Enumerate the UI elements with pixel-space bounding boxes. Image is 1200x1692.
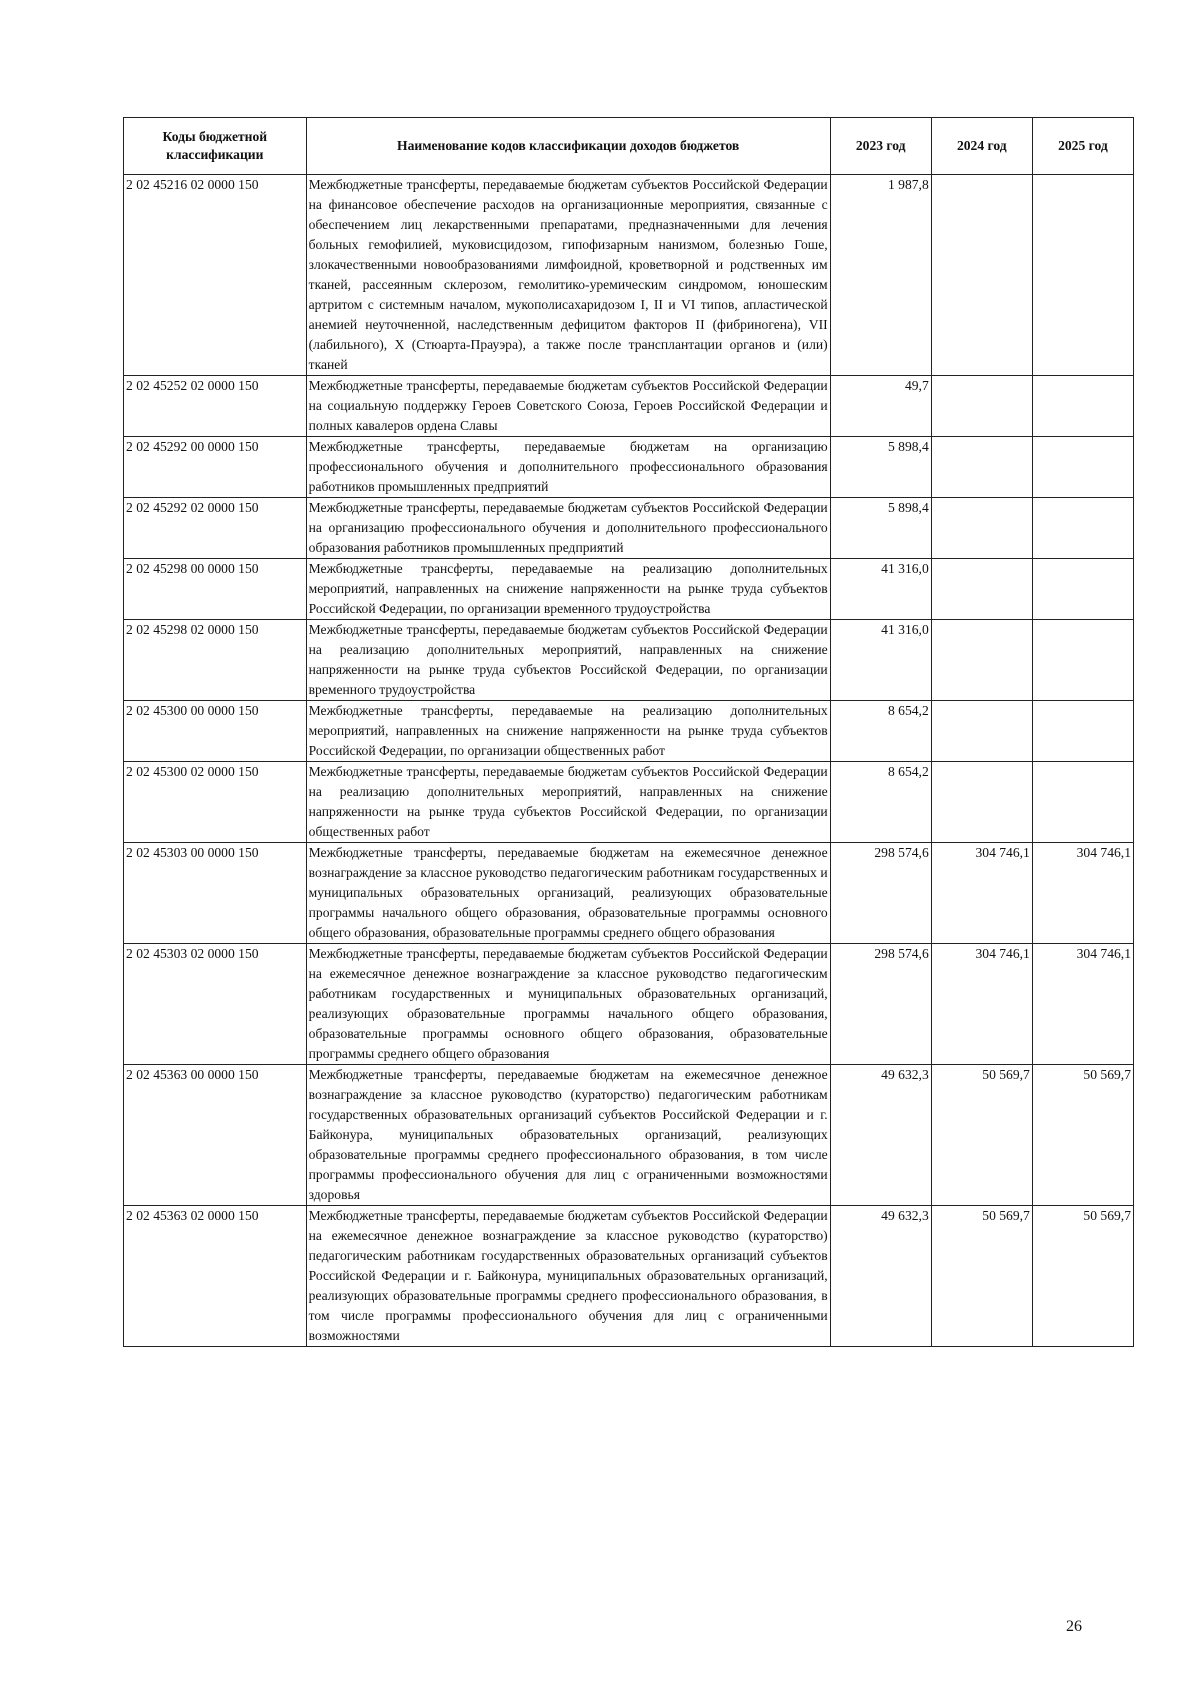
row-code: 2 02 45216 02 0000 150 — [124, 175, 307, 376]
header-name: Наименование кодов классификации доходов бюджетов — [306, 118, 830, 175]
table-row — [124, 762, 1134, 843]
row-name: Межбюджетные трансферты, передаваемые на реализацию дополнительных мероприятий, направленных на снижение напряженности на рынке труда субъектов Российской Федерации, по организации общественных работ — [306, 701, 830, 762]
row-value-2023: 41 316,0 — [830, 559, 931, 620]
row-value-2023: 5 898,4 — [830, 498, 931, 559]
row-name: Межбюджетные трансферты, передаваемые бюджетам на организацию профессионального обучения и дополнительного профессионального образования работников промышленных предприятий — [306, 437, 830, 498]
table-row — [124, 843, 1134, 944]
budget-revenue-table — [123, 117, 1134, 1347]
row-code: 2 02 45252 02 0000 150 — [124, 376, 307, 437]
row-name: Межбюджетные трансферты, передаваемые на реализацию дополнительных мероприятий, направленных на снижение напряженности на рынке труда субъектов Российской Федерации, по организации временного трудоустройства — [306, 559, 830, 620]
row-value-2025 — [1032, 620, 1133, 701]
row-value-2024 — [931, 559, 1032, 620]
table-row — [124, 498, 1134, 559]
row-name: Межбюджетные трансферты, передаваемые бюджетам субъектов Российской Федерации на реализацию дополнительных мероприятий, направленных на снижение напряженности на рынке труда субъектов Российской Федерации, по организации временного трудоустройства — [306, 620, 830, 701]
row-value-2024 — [931, 498, 1032, 559]
table-row — [124, 559, 1134, 620]
row-code: 2 02 45298 02 0000 150 — [124, 620, 307, 701]
row-value-2024 — [931, 620, 1032, 701]
row-value-2025 — [1032, 762, 1133, 843]
table-row — [124, 944, 1134, 1065]
row-name: Межбюджетные трансферты, передаваемые бюджетам субъектов Российской Федерации на организацию профессионального обучения и дополнительного профессионального образования работников промышленных предприятий — [306, 498, 830, 559]
row-name: Межбюджетные трансферты, передаваемые бюджетам на ежемесячное денежное вознаграждение за классное руководство педагогическим работникам государственных и муниципальных образовательных организаций, реализующих образовательные программы начального общего образования, образовательные программы основного общего образования, образовательные программы среднего общего образования — [306, 843, 830, 944]
row-value-2025: 304 746,1 — [1032, 843, 1133, 944]
row-value-2024: 50 569,7 — [931, 1206, 1032, 1347]
row-value-2024 — [931, 175, 1032, 376]
row-value-2025 — [1032, 701, 1133, 762]
row-name: Межбюджетные трансферты, передаваемые бюджетам субъектов Российской Федерации на ежемесячное денежное вознаграждение за классное руководство (кураторство) педагогическим работникам государственных образовательных организаций субъектов Российской Федерации и г. Байконура, муниципальных образовательных организаций, реализующих образовательные программы среднего профессионального образования, в том числе программы профессионального обучения для лиц с ограниченными возможностями — [306, 1206, 830, 1347]
row-value-2025 — [1032, 498, 1133, 559]
table-header-row — [124, 118, 1134, 175]
row-code: 2 02 45292 00 0000 150 — [124, 437, 307, 498]
row-code: 2 02 45303 02 0000 150 — [124, 944, 307, 1065]
table-row — [124, 1065, 1134, 1206]
row-value-2025: 304 746,1 — [1032, 944, 1133, 1065]
row-value-2024 — [931, 701, 1032, 762]
row-name: Межбюджетные трансферты, передаваемые бюджетам субъектов Российской Федерации на социальную поддержку Героев Советского Союза, Героев Российской Федерации и полных кавалеров ордена Славы — [306, 376, 830, 437]
row-name: Межбюджетные трансферты, передаваемые бюджетам субъектов Российской Федерации на ежемесячное денежное вознаграждение за классное руководство педагогическим работникам государственных и муниципальных образовательных организаций, реализующих образовательные программы начального общего образования, образовательные программы основного общего образования, образовательные программы среднего общего образования — [306, 944, 830, 1065]
row-value-2025 — [1032, 437, 1133, 498]
row-code: 2 02 45363 00 0000 150 — [124, 1065, 307, 1206]
row-code: 2 02 45300 02 0000 150 — [124, 762, 307, 843]
header-code: Коды бюджетной классификации — [124, 118, 307, 175]
row-code: 2 02 45303 00 0000 150 — [124, 843, 307, 944]
header-2024: 2024 год — [931, 118, 1032, 175]
row-value-2024: 304 746,1 — [931, 944, 1032, 1065]
row-value-2024 — [931, 437, 1032, 498]
row-name: Межбюджетные трансферты, передаваемые бюджетам субъектов Российской Федерации на реализацию дополнительных мероприятий, направленных на снижение напряженности на рынке труда субъектов Российской Федерации, по организации общественных работ — [306, 762, 830, 843]
row-value-2023: 5 898,4 — [830, 437, 931, 498]
row-value-2023: 298 574,6 — [830, 843, 931, 944]
row-value-2023: 41 316,0 — [830, 620, 931, 701]
row-value-2025: 50 569,7 — [1032, 1065, 1133, 1206]
row-value-2024: 50 569,7 — [931, 1065, 1032, 1206]
table-row — [124, 437, 1134, 498]
row-value-2023: 298 574,6 — [830, 944, 931, 1065]
header-2025: 2025 год — [1032, 118, 1133, 175]
row-code: 2 02 45363 02 0000 150 — [124, 1206, 307, 1347]
row-value-2024 — [931, 762, 1032, 843]
row-value-2023: 8 654,2 — [830, 762, 931, 843]
row-value-2023: 49,7 — [830, 376, 931, 437]
row-name: Межбюджетные трансферты, передаваемые бюджетам субъектов Российской Федерации на финансовое обеспечение расходов на организационные мероприятия, связанные с обеспечением лиц лекарственными препаратами, предназначенными для лечения больных гемофилией, муковисцидозом, гипофизарным нанизмом, болезнью Гоше, злокачественными новообразованиями лимфоидной, кроветворной и родственных им тканей, рассеянным склерозом, гемолитико-уремическим синдромом, юношеским артритом с системным началом, мукополисахаридозом I, II и VI типов, апластической анемией неуточненной, наследственным дефицитом факторов II (фибриногена), VII (лабильного), X (Стюарта-Прауэра), а также после трансплантации органов и (или) тканей — [306, 175, 830, 376]
row-code: 2 02 45298 00 0000 150 — [124, 559, 307, 620]
table-row — [124, 701, 1134, 762]
table-body — [124, 175, 1134, 1347]
row-value-2024 — [931, 376, 1032, 437]
row-value-2025 — [1032, 175, 1133, 376]
row-value-2025 — [1032, 559, 1133, 620]
row-value-2025 — [1032, 376, 1133, 437]
row-code: 2 02 45300 00 0000 150 — [124, 701, 307, 762]
table-row — [124, 376, 1134, 437]
header-2023: 2023 год — [830, 118, 931, 175]
page-number: 26 — [1066, 1618, 1082, 1635]
row-value-2023: 49 632,3 — [830, 1206, 931, 1347]
row-value-2025: 50 569,7 — [1032, 1206, 1133, 1347]
row-code: 2 02 45292 02 0000 150 — [124, 498, 307, 559]
row-name: Межбюджетные трансферты, передаваемые бюджетам на ежемесячное денежное вознаграждение за классное руководство (кураторство) педагогическим работникам государственных образовательных организаций субъектов Российской Федерации и г. Байконура, муниципальных образовательных организаций, реализующих образовательные программы среднего профессионального образования, в том числе программы профессионального обучения для лиц с ограниченными возможностями здоровья — [306, 1065, 830, 1206]
row-value-2024: 304 746,1 — [931, 843, 1032, 944]
row-value-2023: 1 987,8 — [830, 175, 931, 376]
table-row — [124, 1206, 1134, 1347]
row-value-2023: 49 632,3 — [830, 1065, 931, 1206]
table-row — [124, 620, 1134, 701]
table-row — [124, 175, 1134, 376]
row-value-2023: 8 654,2 — [830, 701, 931, 762]
